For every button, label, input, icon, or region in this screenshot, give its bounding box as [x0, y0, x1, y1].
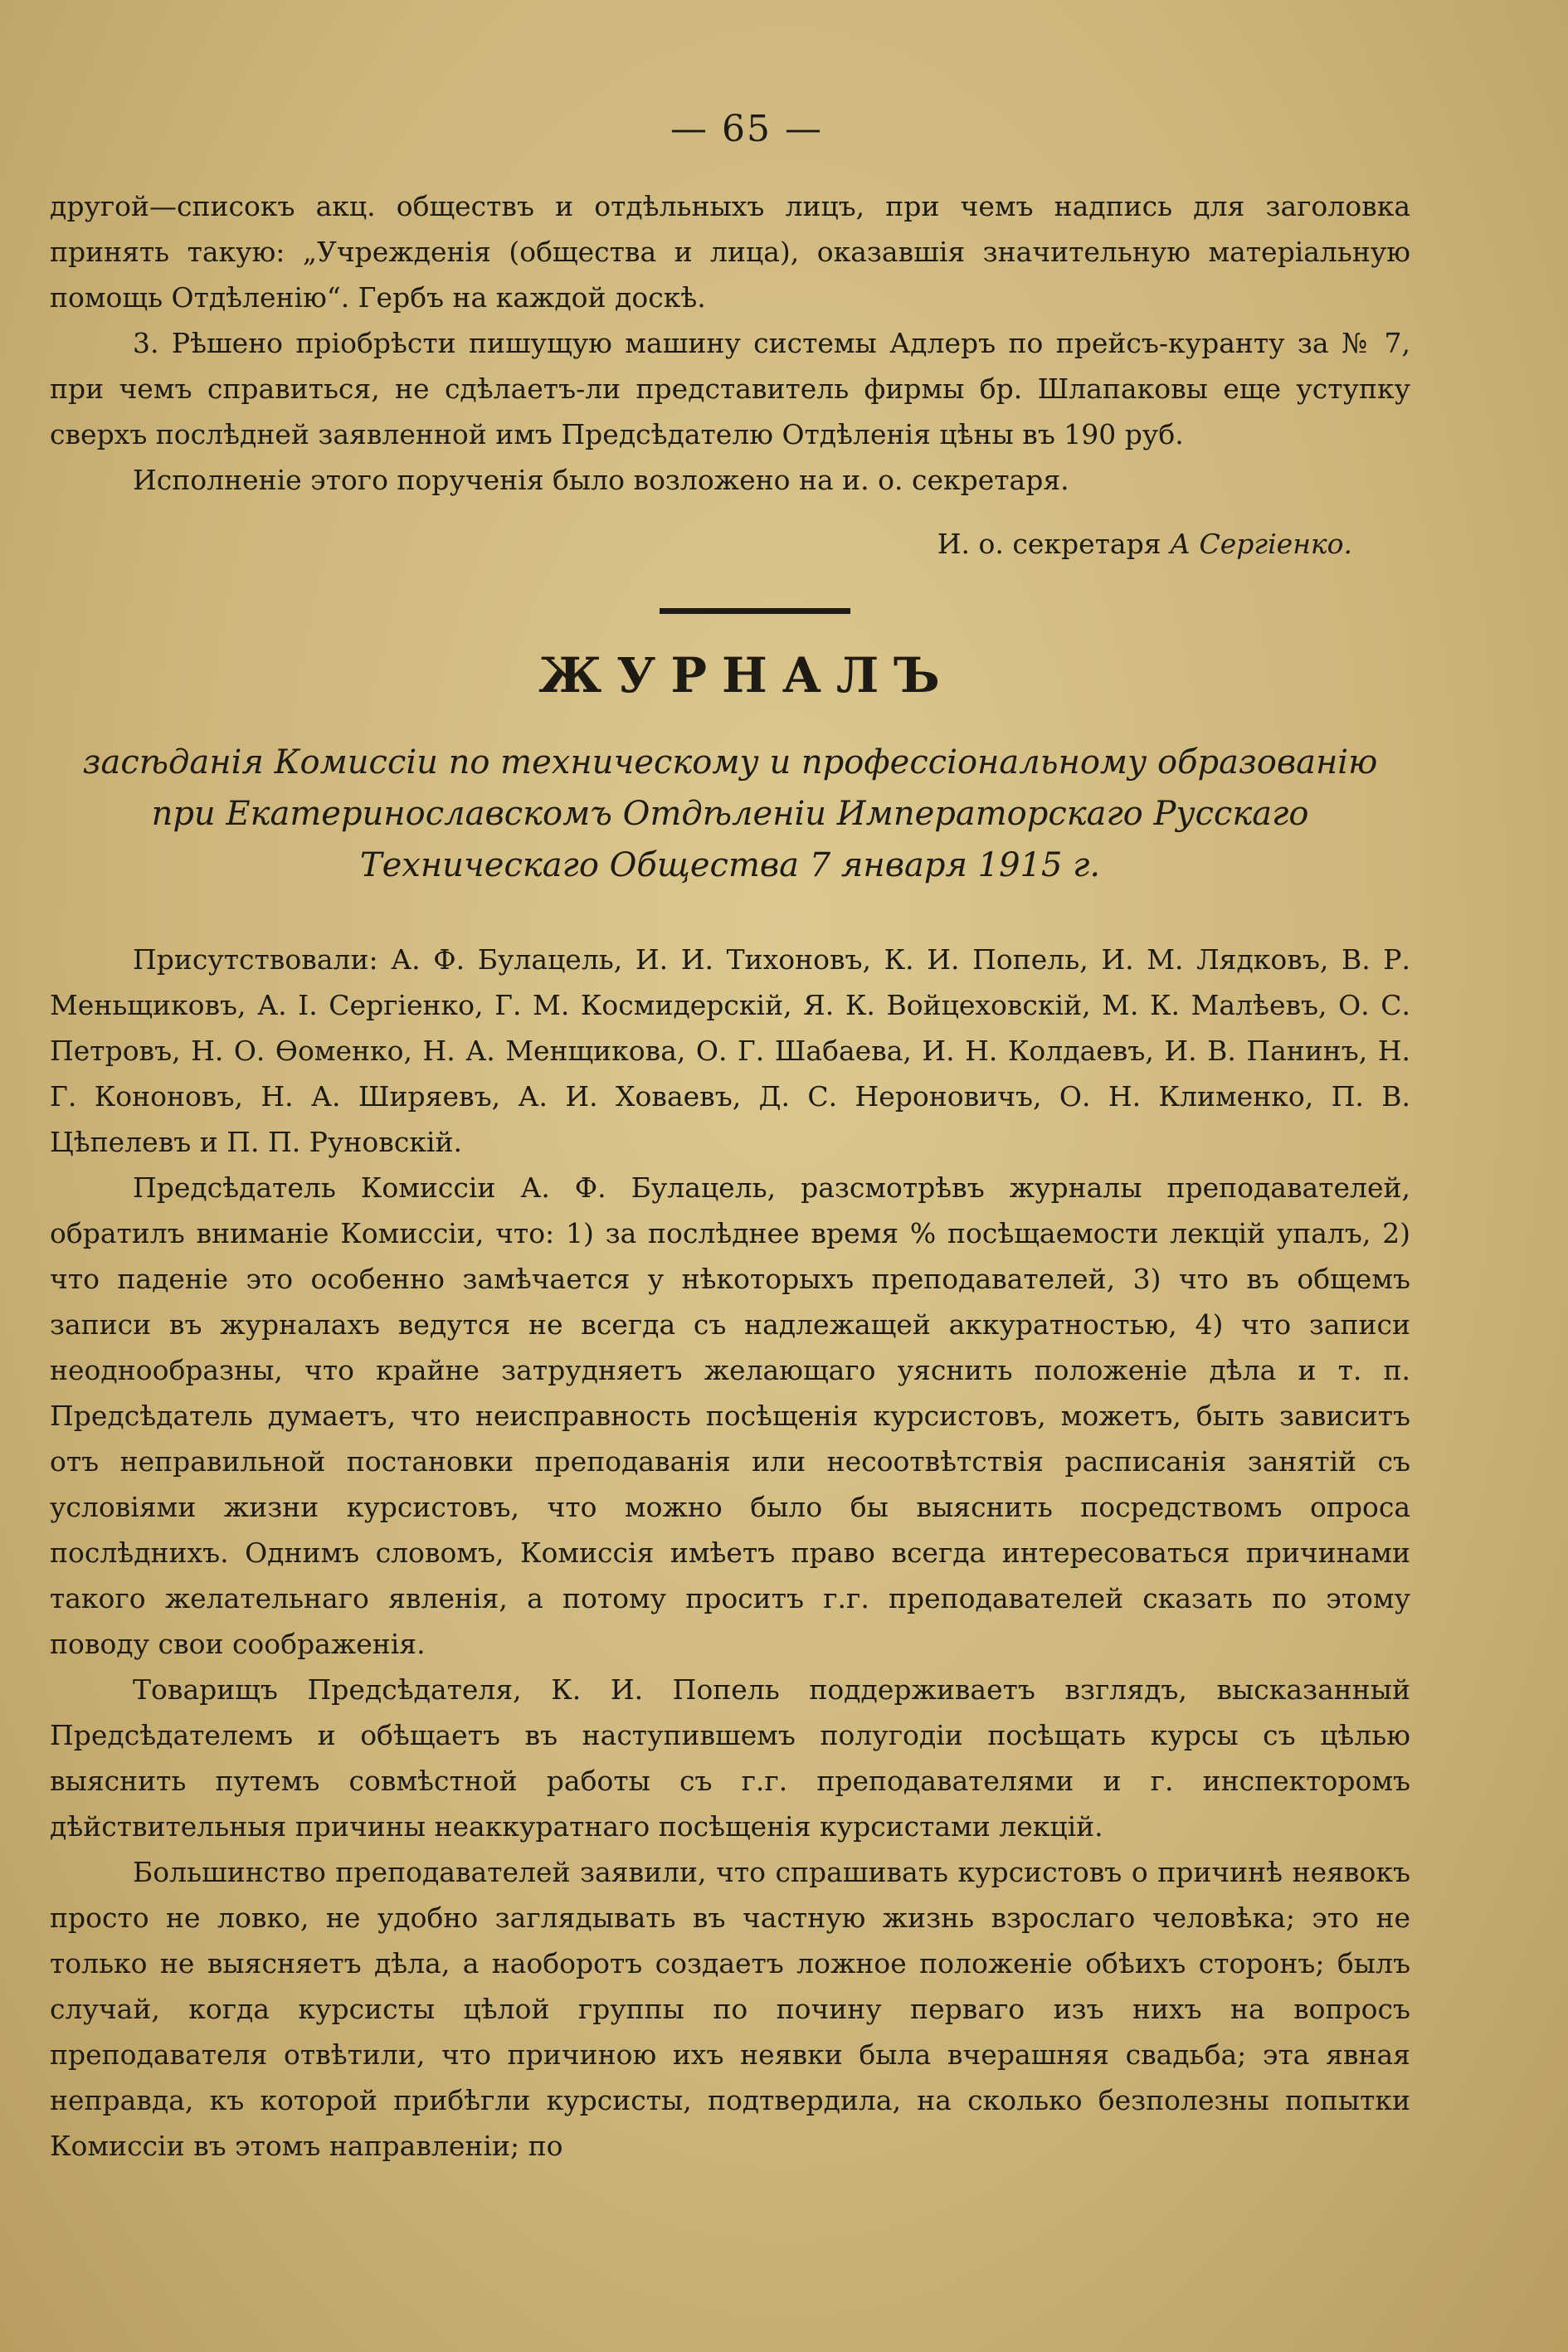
paragraph-attendees: Присутствовали: А. Ф. Булацель, И. И. Тихоновъ, К. И. Попель, И. М. Лядковъ, В. Р. Меньщиковъ, А. І. Сергіенко, Г. М. Космидерскій, Я. К. Войцеховскій, М. К. Малѣевъ, О. С. Петровъ, Н. О. Ѳоменко, Н. А. Менщикова, О. Г. Шабаева, И. Н. Колдаевъ, И. В. Панинъ, Н. Г. Кононовъ, Н. А. Ширяевъ, А. И. Ховаевъ, Д. С. Нероновичъ, О. Н. Клименко, П. В. Цѣпелевъ и П. П. Руновскій. [50, 943, 1410, 1158]
paragraph-list-caption: другой—списокъ акц. обществъ и отдѣльныхъ лицъ, при чемъ надпись для заголовка принять такую: „Учрежденія (общества и лица), оказавшія значительную матеріальную помощь Отдѣленію“. Гербъ на каждой доскѣ. [50, 190, 1410, 314]
paragraph-teachers-opinion: Большинство преподавателей заявили, что спрашивать курсистовъ о причинѣ неявокъ просто не ловко, не удобно заглядывать въ частную жизнь взрослаго человѣка; это не только не выясняетъ дѣла, а наоборотъ создаетъ ложное положеніе обѣихъ сторонъ; былъ случай, когда курсисты цѣлой группы по почину перваго изъ нихъ на вопросъ преподавателя отвѣтили, что причиною ихъ неявки была вчерашняя свадьба; эта явная неправда, къ которой прибѣгли курсисты, подтвердила, на сколько безполезны попытки Комиссіи въ этомъ направленіи; по [50, 1856, 1410, 2162]
section-divider [660, 608, 850, 614]
journal-title: ЖУРНАЛЪ [538, 647, 955, 704]
signature-name: А Сергіенко. [1170, 528, 1352, 560]
signature-role: И. о. секретаря [937, 528, 1161, 560]
document-page [50, 91, 1410, 2169]
paragraph-chairman-remarks: Предсѣдатель Комиссіи А. Ф. Булацель, разсмотрѣвъ журналы преподавателей, обратилъ вниманіе Комиссіи, что: 1) за послѣднее время % посѣщаемости лекцій упалъ, 2) что паденіе это особенно замѣчается у нѣкоторыхъ преподавателей, 3) что въ общемъ записи въ журналахъ ведутся не всегда съ надлежащей аккуратностью, 4) что записи неоднообразны, что крайне затрудняетъ желающаго уяснить положеніе дѣла и т. п. Предсѣдатель думаетъ, что неисправность посѣщенія курсистовъ, можетъ, быть зависитъ отъ неправильной постановки преподаванія или несоотвѣтствія расписанія занятій съ условіями жизни курсистовъ, что можно было бы выяснить посредствомъ опроса послѣднихъ. Однимъ словомъ, Комиссія имѣетъ право всегда интересоваться причинами такого желательнаго явленія, а потому проситъ г.г. преподавателей сказать по этому поводу свои соображенія. [50, 1171, 1410, 1660]
paragraph-deputy-response: Товарищъ Предсѣдателя, К. И. Попель поддерживаетъ взглядъ, высказанный Предсѣдателемъ и обѣщаетъ въ наступившемъ полугодіи посѣщать курсы съ цѣлью выяснить путемъ совмѣстной работы съ г.г. преподавателями и г. инспекторомъ дѣйствительныя причины неаккуратнаго посѣщенія курсистами лекцій. [50, 1673, 1410, 1843]
journal-body [50, 937, 1410, 2169]
journal-subtitle: засѣданія Комиссіи по техническому и профессіональному образованію при Екатеринославскомъ Отдѣленіи Императорскаго Русскаго Техническаго Общества 7 января 1915 г. [82, 743, 1378, 884]
secretary-signature [50, 521, 1410, 567]
paragraph-execution-note: Исполненіе этого порученія было возложено на и. о. секретаря. [133, 464, 1069, 496]
page-number: — 65 — [670, 108, 823, 150]
paragraph-typewriter-decision: 3. Рѣшено пріобрѣсти пишущую машину системы Адлеръ по прейсъ-куранту за № 7, при чемъ справиться, не сдѣлаетъ-ли представитель фирмы бр. Шлапаковы еще уступку сверхъ послѣдней заявленной имъ Предсѣдателю Отдѣленія цѣны въ 190 руб. [50, 327, 1410, 450]
